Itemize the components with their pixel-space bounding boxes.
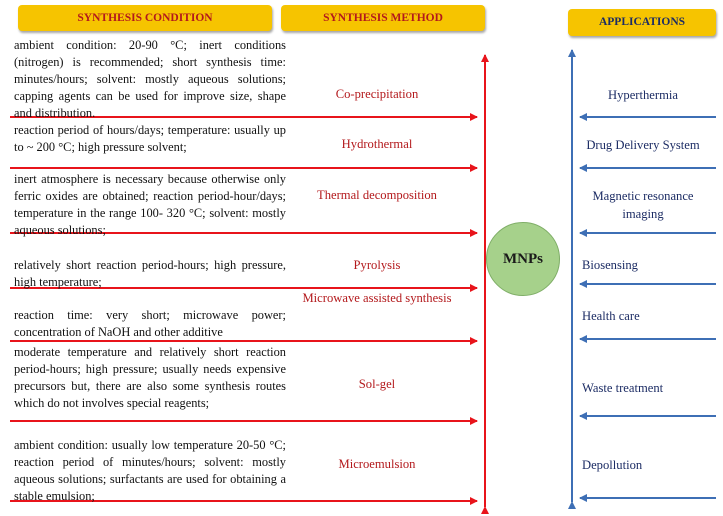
application-depollution: Depollution [582, 458, 643, 472]
condition-hydrothermal: reaction period of hours/days; temperature: usually up to ~ 200 °C; high pressure solvent; [14, 123, 286, 154]
application-mri: Magnetic resonance imaging [592, 189, 694, 221]
mnps-node [486, 222, 560, 296]
synthesis-method-header: SYNTHESIS METHOD [281, 5, 485, 31]
condition-microemulsion: ambient condition: usually low temperature 20-50 °C; reaction period of minutes/hours; solvent: mostly aqueous solutions; surfactants are used for obtaining a stable emulsion; [14, 438, 286, 503]
condition-microwave: reaction time: very short; microwave power; concentration of NaOH and other additive [14, 308, 286, 339]
method-thermal-decomposition: Thermal decomposition [317, 188, 437, 202]
application-waste-treatment: Waste treatment [582, 381, 664, 395]
method-microemulsion: Microemulsion [338, 457, 416, 471]
method-microwave: Microwave assisted synthesis [302, 291, 452, 305]
application-health-care: Health care [582, 309, 640, 323]
condition-pyrolysis: relatively short reaction period-hours; high pressure, high temperature; [14, 258, 286, 289]
condition-thermal-decomposition: inert atmosphere is necessary because otherwise only ferric oxides are obtained; reaction period-hour/days; temperature in the range 100- 320 °C; solvent: mostly aqueous solutions; [14, 172, 286, 237]
applications-header: APPLICATIONS [568, 9, 716, 36]
application-hyperthermia: Hyperthermia [608, 88, 678, 102]
method-pyrolysis: Pyrolysis [353, 258, 401, 272]
condition-sol-gel: moderate temperature and relatively short reaction period-hours; high pressure; usually needs expensive precursors but, there are also some synthesis routes which do not involves special reagents; [14, 345, 286, 410]
application-biosensing: Biosensing [582, 258, 638, 272]
mnps-label: MNPs [503, 250, 543, 267]
method-sol-gel: Sol-gel [358, 377, 396, 391]
condition-co-precipitation: ambient condition: 20-90 °C; inert conditions (nitrogen) is recommended; short synthesis time: minutes/hours; solvent: mostly aqueous solutions; capping agents can be used for improve size, shape and distribution. [14, 38, 286, 120]
application-drug-delivery: Drug Delivery System [586, 138, 700, 152]
method-co-precipitation: Co-precipitation [335, 87, 419, 101]
synthesis-condition-header: SYNTHESIS CONDITION [18, 5, 272, 31]
method-hydrothermal: Hydrothermal [341, 137, 413, 151]
